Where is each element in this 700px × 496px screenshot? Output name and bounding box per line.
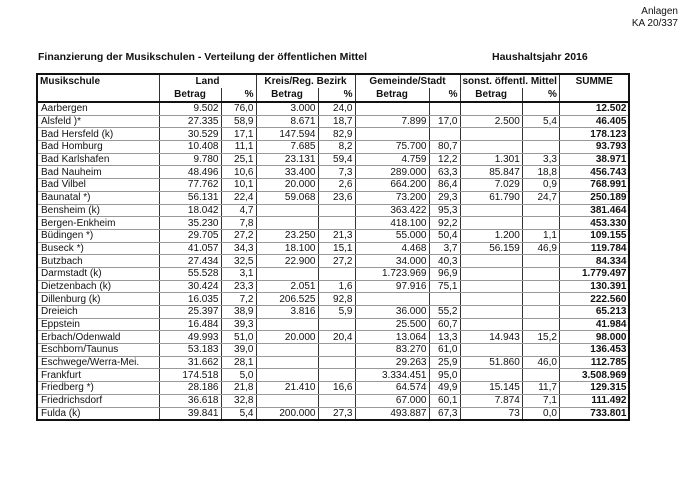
sonst-pct — [522, 280, 559, 293]
land-betrag: 39.841 — [159, 407, 221, 420]
gemeinde-pct — [429, 128, 460, 141]
header-summe-empty — [559, 88, 629, 102]
sonst-pct: 7,1 — [522, 394, 559, 407]
land-pct: 58,9 — [221, 115, 256, 128]
gemeinde-pct: 17,0 — [429, 115, 460, 128]
gemeinde-pct: 60,7 — [429, 318, 460, 331]
sonst-betrag — [460, 344, 522, 357]
land-pct: 27,2 — [221, 229, 256, 242]
gemeinde-pct: 29,3 — [429, 191, 460, 204]
sonst-betrag — [460, 102, 522, 115]
sonst-betrag: 56.159 — [460, 242, 522, 255]
kreis-betrag: 8.671 — [256, 115, 318, 128]
gemeinde-betrag: 34.000 — [355, 255, 429, 268]
land-pct: 4,7 — [221, 204, 256, 217]
gemeinde-pct: 92,2 — [429, 217, 460, 230]
summe: 41.984 — [559, 318, 629, 331]
annex-label: Anlagen — [641, 6, 678, 17]
land-pct: 7,2 — [221, 293, 256, 306]
summe: 12.502 — [559, 102, 629, 115]
table-row — [37, 356, 629, 369]
kreis-betrag: 206.525 — [256, 293, 318, 306]
school-name: Dietzenbach (k) — [37, 280, 159, 293]
document-number: KA 20/337 — [631, 18, 678, 29]
school-name: Bad Hersfeld (k) — [37, 128, 159, 141]
table-row — [37, 128, 629, 141]
table-row — [37, 407, 629, 420]
gemeinde-pct: 60,1 — [429, 394, 460, 407]
table-row — [37, 318, 629, 331]
kreis-betrag: 20.000 — [256, 331, 318, 344]
land-pct: 39,3 — [221, 318, 256, 331]
school-name: Dreieich — [37, 306, 159, 319]
summe: 733.801 — [559, 407, 629, 420]
kreis-betrag: 7.685 — [256, 141, 318, 154]
summe: 1.779.497 — [559, 267, 629, 280]
kreis-pct: 16,6 — [318, 382, 355, 395]
header-gemeinde-pct: % — [429, 88, 460, 102]
school-name: Büdingen *) — [37, 229, 159, 242]
gemeinde-pct: 12,2 — [429, 153, 460, 166]
land-pct: 7,8 — [221, 217, 256, 230]
kreis-pct — [318, 217, 355, 230]
sonst-pct — [522, 255, 559, 268]
sonst-pct — [522, 204, 559, 217]
gemeinde-betrag: 289.000 — [355, 166, 429, 179]
table-row — [37, 166, 629, 179]
sonst-betrag — [460, 141, 522, 154]
sonst-betrag: 14.943 — [460, 331, 522, 344]
kreis-pct — [318, 267, 355, 280]
land-pct: 3,1 — [221, 267, 256, 280]
land-pct: 76,0 — [221, 102, 256, 115]
summe: 381.464 — [559, 204, 629, 217]
sonst-pct: 46,0 — [522, 356, 559, 369]
table-row — [37, 153, 629, 166]
sonst-pct — [522, 318, 559, 331]
land-betrag: 77.762 — [159, 179, 221, 192]
kreis-betrag: 22.900 — [256, 255, 318, 268]
kreis-betrag: 21.410 — [256, 382, 318, 395]
header-kreis-betrag: Betrag — [256, 88, 318, 102]
land-betrag: 18.042 — [159, 204, 221, 217]
school-name: Baunatal *) — [37, 191, 159, 204]
school-name: Bergen-Enkheim — [37, 217, 159, 230]
table-row — [37, 217, 629, 230]
school-name: Aarbergen — [37, 102, 159, 115]
header-summe: SUMME — [559, 74, 629, 88]
land-betrag: 48.496 — [159, 166, 221, 179]
sonst-betrag: 2.500 — [460, 115, 522, 128]
gemeinde-betrag: 664.200 — [355, 179, 429, 192]
kreis-betrag: 23.131 — [256, 153, 318, 166]
land-pct: 21,8 — [221, 382, 256, 395]
sonst-betrag: 7.029 — [460, 179, 522, 192]
table-row — [37, 382, 629, 395]
summe: 222.560 — [559, 293, 629, 306]
kreis-pct — [318, 204, 355, 217]
gemeinde-pct — [429, 293, 460, 306]
land-pct: 38,9 — [221, 306, 256, 319]
gemeinde-pct: 3,7 — [429, 242, 460, 255]
sonst-pct — [522, 369, 559, 382]
gemeinde-betrag: 64.574 — [355, 382, 429, 395]
land-betrag: 36.618 — [159, 394, 221, 407]
gemeinde-pct: 13,3 — [429, 331, 460, 344]
header-land: Land — [159, 74, 256, 88]
school-name: Bad Karlshafen — [37, 153, 159, 166]
summe: 84.334 — [559, 255, 629, 268]
summe: 130.391 — [559, 280, 629, 293]
kreis-betrag: 33.400 — [256, 166, 318, 179]
table-row — [37, 344, 629, 357]
land-pct: 5,4 — [221, 407, 256, 420]
land-pct: 32,8 — [221, 394, 256, 407]
kreis-betrag: 3.816 — [256, 306, 318, 319]
kreis-pct — [318, 344, 355, 357]
sonst-pct: 46,9 — [522, 242, 559, 255]
header-sonst-betrag: Betrag — [460, 88, 522, 102]
gemeinde-pct: 95,0 — [429, 369, 460, 382]
sonst-betrag — [460, 204, 522, 217]
gemeinde-pct: 96,9 — [429, 267, 460, 280]
kreis-pct: 27,2 — [318, 255, 355, 268]
school-name: Buseck *) — [37, 242, 159, 255]
kreis-betrag: 23.250 — [256, 229, 318, 242]
header-kreis-pct: % — [318, 88, 355, 102]
kreis-pct — [318, 369, 355, 382]
summe: 250.189 — [559, 191, 629, 204]
table-row — [37, 141, 629, 154]
gemeinde-betrag: 83.270 — [355, 344, 429, 357]
gemeinde-betrag: 55.000 — [355, 229, 429, 242]
summe: 768.991 — [559, 179, 629, 192]
kreis-pct: 92,8 — [318, 293, 355, 306]
table-row — [37, 293, 629, 306]
table-row — [37, 204, 629, 217]
kreis-betrag: 20.000 — [256, 179, 318, 192]
school-name: Eschborn/Taunus — [37, 344, 159, 357]
school-name: Eppstein — [37, 318, 159, 331]
land-pct: 17,1 — [221, 128, 256, 141]
gemeinde-betrag: 67.000 — [355, 394, 429, 407]
sonst-betrag — [460, 293, 522, 306]
gemeinde-pct: 67,3 — [429, 407, 460, 420]
table-row — [37, 306, 629, 319]
sonst-betrag: 73 — [460, 407, 522, 420]
sonst-pct: 11,7 — [522, 382, 559, 395]
land-betrag: 31.662 — [159, 356, 221, 369]
gemeinde-pct: 86,4 — [429, 179, 460, 192]
document-title: Finanzierung der Musikschulen - Verteilung der öffentlichen Mittel — [38, 51, 368, 63]
land-betrag: 27.335 — [159, 115, 221, 128]
gemeinde-betrag: 36.000 — [355, 306, 429, 319]
table-row — [37, 179, 629, 192]
sonst-pct: 0,0 — [522, 407, 559, 420]
kreis-betrag — [256, 267, 318, 280]
gemeinde-pct: 80,7 — [429, 141, 460, 154]
table-row — [37, 229, 629, 242]
sonst-betrag — [460, 318, 522, 331]
table-row — [37, 115, 629, 128]
header-sonst: sonst. öffentl. Mittel — [460, 74, 559, 88]
gemeinde-pct: 95,3 — [429, 204, 460, 217]
table-row — [37, 331, 629, 344]
gemeinde-betrag: 418.100 — [355, 217, 429, 230]
school-name: Fulda (k) — [37, 407, 159, 420]
header-gemeinde: Gemeinde/Stadt — [355, 74, 460, 88]
gemeinde-betrag — [355, 293, 429, 306]
sonst-betrag: 1.301 — [460, 153, 522, 166]
land-betrag: 9.780 — [159, 153, 221, 166]
header-sonst-pct: % — [522, 88, 559, 102]
gemeinde-betrag: 73.200 — [355, 191, 429, 204]
kreis-pct — [318, 356, 355, 369]
gemeinde-betrag: 493.887 — [355, 407, 429, 420]
gemeinde-pct — [429, 102, 460, 115]
land-betrag: 49.993 — [159, 331, 221, 344]
summe: 111.492 — [559, 394, 629, 407]
sonst-betrag: 61.790 — [460, 191, 522, 204]
gemeinde-pct: 63,3 — [429, 166, 460, 179]
kreis-betrag — [256, 356, 318, 369]
school-name: Alsfeld )* — [37, 115, 159, 128]
sonst-pct: 3,3 — [522, 153, 559, 166]
summe: 129.315 — [559, 382, 629, 395]
table-row — [37, 267, 629, 280]
gemeinde-betrag: 363.422 — [355, 204, 429, 217]
summe: 98.000 — [559, 331, 629, 344]
sonst-betrag — [460, 128, 522, 141]
school-name: Bad Nauheim — [37, 166, 159, 179]
kreis-pct: 15,1 — [318, 242, 355, 255]
budget-year: Haushaltsjahr 2016 — [492, 51, 588, 63]
kreis-pct: 20,4 — [318, 331, 355, 344]
kreis-pct: 1,6 — [318, 280, 355, 293]
land-pct: 11,1 — [221, 141, 256, 154]
kreis-pct: 24,0 — [318, 102, 355, 115]
table-row — [37, 255, 629, 268]
land-pct: 23,3 — [221, 280, 256, 293]
kreis-pct — [318, 394, 355, 407]
sonst-pct: 5,4 — [522, 115, 559, 128]
header-row-1 — [37, 74, 629, 88]
land-betrag: 10.408 — [159, 141, 221, 154]
land-pct: 51,0 — [221, 331, 256, 344]
kreis-pct: 82,9 — [318, 128, 355, 141]
land-betrag: 9.502 — [159, 102, 221, 115]
sonst-betrag — [460, 267, 522, 280]
gemeinde-betrag — [355, 128, 429, 141]
kreis-betrag — [256, 344, 318, 357]
gemeinde-pct: 55,2 — [429, 306, 460, 319]
kreis-pct: 2,6 — [318, 179, 355, 192]
sonst-betrag: 7.874 — [460, 394, 522, 407]
land-betrag: 28.186 — [159, 382, 221, 395]
land-pct: 5,0 — [221, 369, 256, 382]
land-betrag: 27.434 — [159, 255, 221, 268]
land-pct: 28,1 — [221, 356, 256, 369]
land-betrag: 29.705 — [159, 229, 221, 242]
kreis-betrag: 18.100 — [256, 242, 318, 255]
gemeinde-betrag: 13.064 — [355, 331, 429, 344]
sonst-pct — [522, 217, 559, 230]
school-name: Dillenburg (k) — [37, 293, 159, 306]
kreis-betrag — [256, 394, 318, 407]
kreis-pct: 18,7 — [318, 115, 355, 128]
kreis-betrag: 2.051 — [256, 280, 318, 293]
land-pct: 32,5 — [221, 255, 256, 268]
header-musikschule: Musikschule — [37, 74, 159, 88]
sonst-pct — [522, 306, 559, 319]
kreis-betrag — [256, 369, 318, 382]
gemeinde-pct: 75,1 — [429, 280, 460, 293]
table-row — [37, 394, 629, 407]
land-betrag: 35.230 — [159, 217, 221, 230]
sonst-betrag: 51.860 — [460, 356, 522, 369]
header-row-2 — [37, 88, 629, 102]
sonst-pct — [522, 102, 559, 115]
land-betrag: 30.424 — [159, 280, 221, 293]
gemeinde-betrag — [355, 102, 429, 115]
sonst-betrag — [460, 255, 522, 268]
sonst-pct: 18,8 — [522, 166, 559, 179]
kreis-pct — [318, 318, 355, 331]
gemeinde-pct: 40,3 — [429, 255, 460, 268]
sonst-betrag: 15.145 — [460, 382, 522, 395]
kreis-pct: 8,2 — [318, 141, 355, 154]
gemeinde-betrag: 4.759 — [355, 153, 429, 166]
sonst-pct — [522, 344, 559, 357]
school-name: Bad Vilbel — [37, 179, 159, 192]
header-kreis: Kreis/Reg. Bezirk — [256, 74, 355, 88]
gemeinde-betrag: 1.723.969 — [355, 267, 429, 280]
gemeinde-betrag: 29.263 — [355, 356, 429, 369]
sonst-betrag — [460, 217, 522, 230]
school-name: Erbach/Odenwald — [37, 331, 159, 344]
school-name: Darmstadt (k) — [37, 267, 159, 280]
gemeinde-pct: 49,9 — [429, 382, 460, 395]
land-pct: 10,1 — [221, 179, 256, 192]
sonst-betrag — [460, 369, 522, 382]
gemeinde-pct: 25,9 — [429, 356, 460, 369]
land-pct: 25,1 — [221, 153, 256, 166]
table-row — [37, 102, 629, 115]
land-betrag: 25.397 — [159, 306, 221, 319]
table-row — [37, 191, 629, 204]
summe: 46.405 — [559, 115, 629, 128]
school-name: Bensheim (k) — [37, 204, 159, 217]
kreis-betrag: 200.000 — [256, 407, 318, 420]
kreis-pct: 21,3 — [318, 229, 355, 242]
summe: 453.330 — [559, 217, 629, 230]
gemeinde-betrag: 97.916 — [355, 280, 429, 293]
land-pct: 39,0 — [221, 344, 256, 357]
gemeinde-betrag: 4.468 — [355, 242, 429, 255]
land-betrag: 16.484 — [159, 318, 221, 331]
land-betrag: 174.518 — [159, 369, 221, 382]
land-pct: 22,4 — [221, 191, 256, 204]
kreis-pct: 27,3 — [318, 407, 355, 420]
school-name: Butzbach — [37, 255, 159, 268]
sonst-betrag — [460, 306, 522, 319]
summe: 119.784 — [559, 242, 629, 255]
land-betrag: 55.528 — [159, 267, 221, 280]
sonst-pct: 0,9 — [522, 179, 559, 192]
sonst-betrag — [460, 280, 522, 293]
summe: 178.123 — [559, 128, 629, 141]
kreis-betrag: 59.068 — [256, 191, 318, 204]
school-name: Friedberg *) — [37, 382, 159, 395]
header-gemeinde-betrag: Betrag — [355, 88, 429, 102]
land-betrag: 56.131 — [159, 191, 221, 204]
sonst-pct: 15,2 — [522, 331, 559, 344]
funding-table — [36, 73, 630, 421]
summe: 109.155 — [559, 229, 629, 242]
sonst-pct: 24,7 — [522, 191, 559, 204]
header-land-betrag: Betrag — [159, 88, 221, 102]
header-empty — [37, 88, 159, 102]
document-reference — [632, 6, 678, 30]
gemeinde-betrag: 7.899 — [355, 115, 429, 128]
land-betrag: 16.035 — [159, 293, 221, 306]
summe: 65.213 — [559, 306, 629, 319]
kreis-pct: 7,3 — [318, 166, 355, 179]
kreis-pct: 59,4 — [318, 153, 355, 166]
gemeinde-pct: 50,4 — [429, 229, 460, 242]
table-row — [37, 369, 629, 382]
table-row — [37, 280, 629, 293]
sonst-pct — [522, 141, 559, 154]
school-name: Bad Homburg — [37, 141, 159, 154]
school-name: Eschwege/Werra-Mei. — [37, 356, 159, 369]
sonst-pct — [522, 293, 559, 306]
kreis-betrag — [256, 217, 318, 230]
gemeinde-betrag: 25.500 — [355, 318, 429, 331]
kreis-betrag — [256, 318, 318, 331]
land-pct: 34,3 — [221, 242, 256, 255]
gemeinde-betrag: 75.700 — [355, 141, 429, 154]
sonst-pct: 1,1 — [522, 229, 559, 242]
summe: 3.508.969 — [559, 369, 629, 382]
table-row — [37, 242, 629, 255]
sonst-pct — [522, 267, 559, 280]
school-name: Frankfurt — [37, 369, 159, 382]
sonst-pct — [522, 128, 559, 141]
summe: 38.971 — [559, 153, 629, 166]
summe: 136.453 — [559, 344, 629, 357]
kreis-pct: 23,6 — [318, 191, 355, 204]
sonst-betrag: 85.847 — [460, 166, 522, 179]
land-betrag: 41.057 — [159, 242, 221, 255]
kreis-pct: 5,9 — [318, 306, 355, 319]
summe: 112.785 — [559, 356, 629, 369]
header-land-pct: % — [221, 88, 256, 102]
gemeinde-betrag: 3.334.451 — [355, 369, 429, 382]
summe: 93.793 — [559, 141, 629, 154]
summe: 456.743 — [559, 166, 629, 179]
school-name: Friedrichsdorf — [37, 394, 159, 407]
land-betrag: 30.529 — [159, 128, 221, 141]
sonst-betrag: 1.200 — [460, 229, 522, 242]
land-betrag: 53.183 — [159, 344, 221, 357]
land-pct: 10,6 — [221, 166, 256, 179]
gemeinde-pct: 61,0 — [429, 344, 460, 357]
kreis-betrag: 147.594 — [256, 128, 318, 141]
kreis-betrag — [256, 204, 318, 217]
kreis-betrag: 3.000 — [256, 102, 318, 115]
